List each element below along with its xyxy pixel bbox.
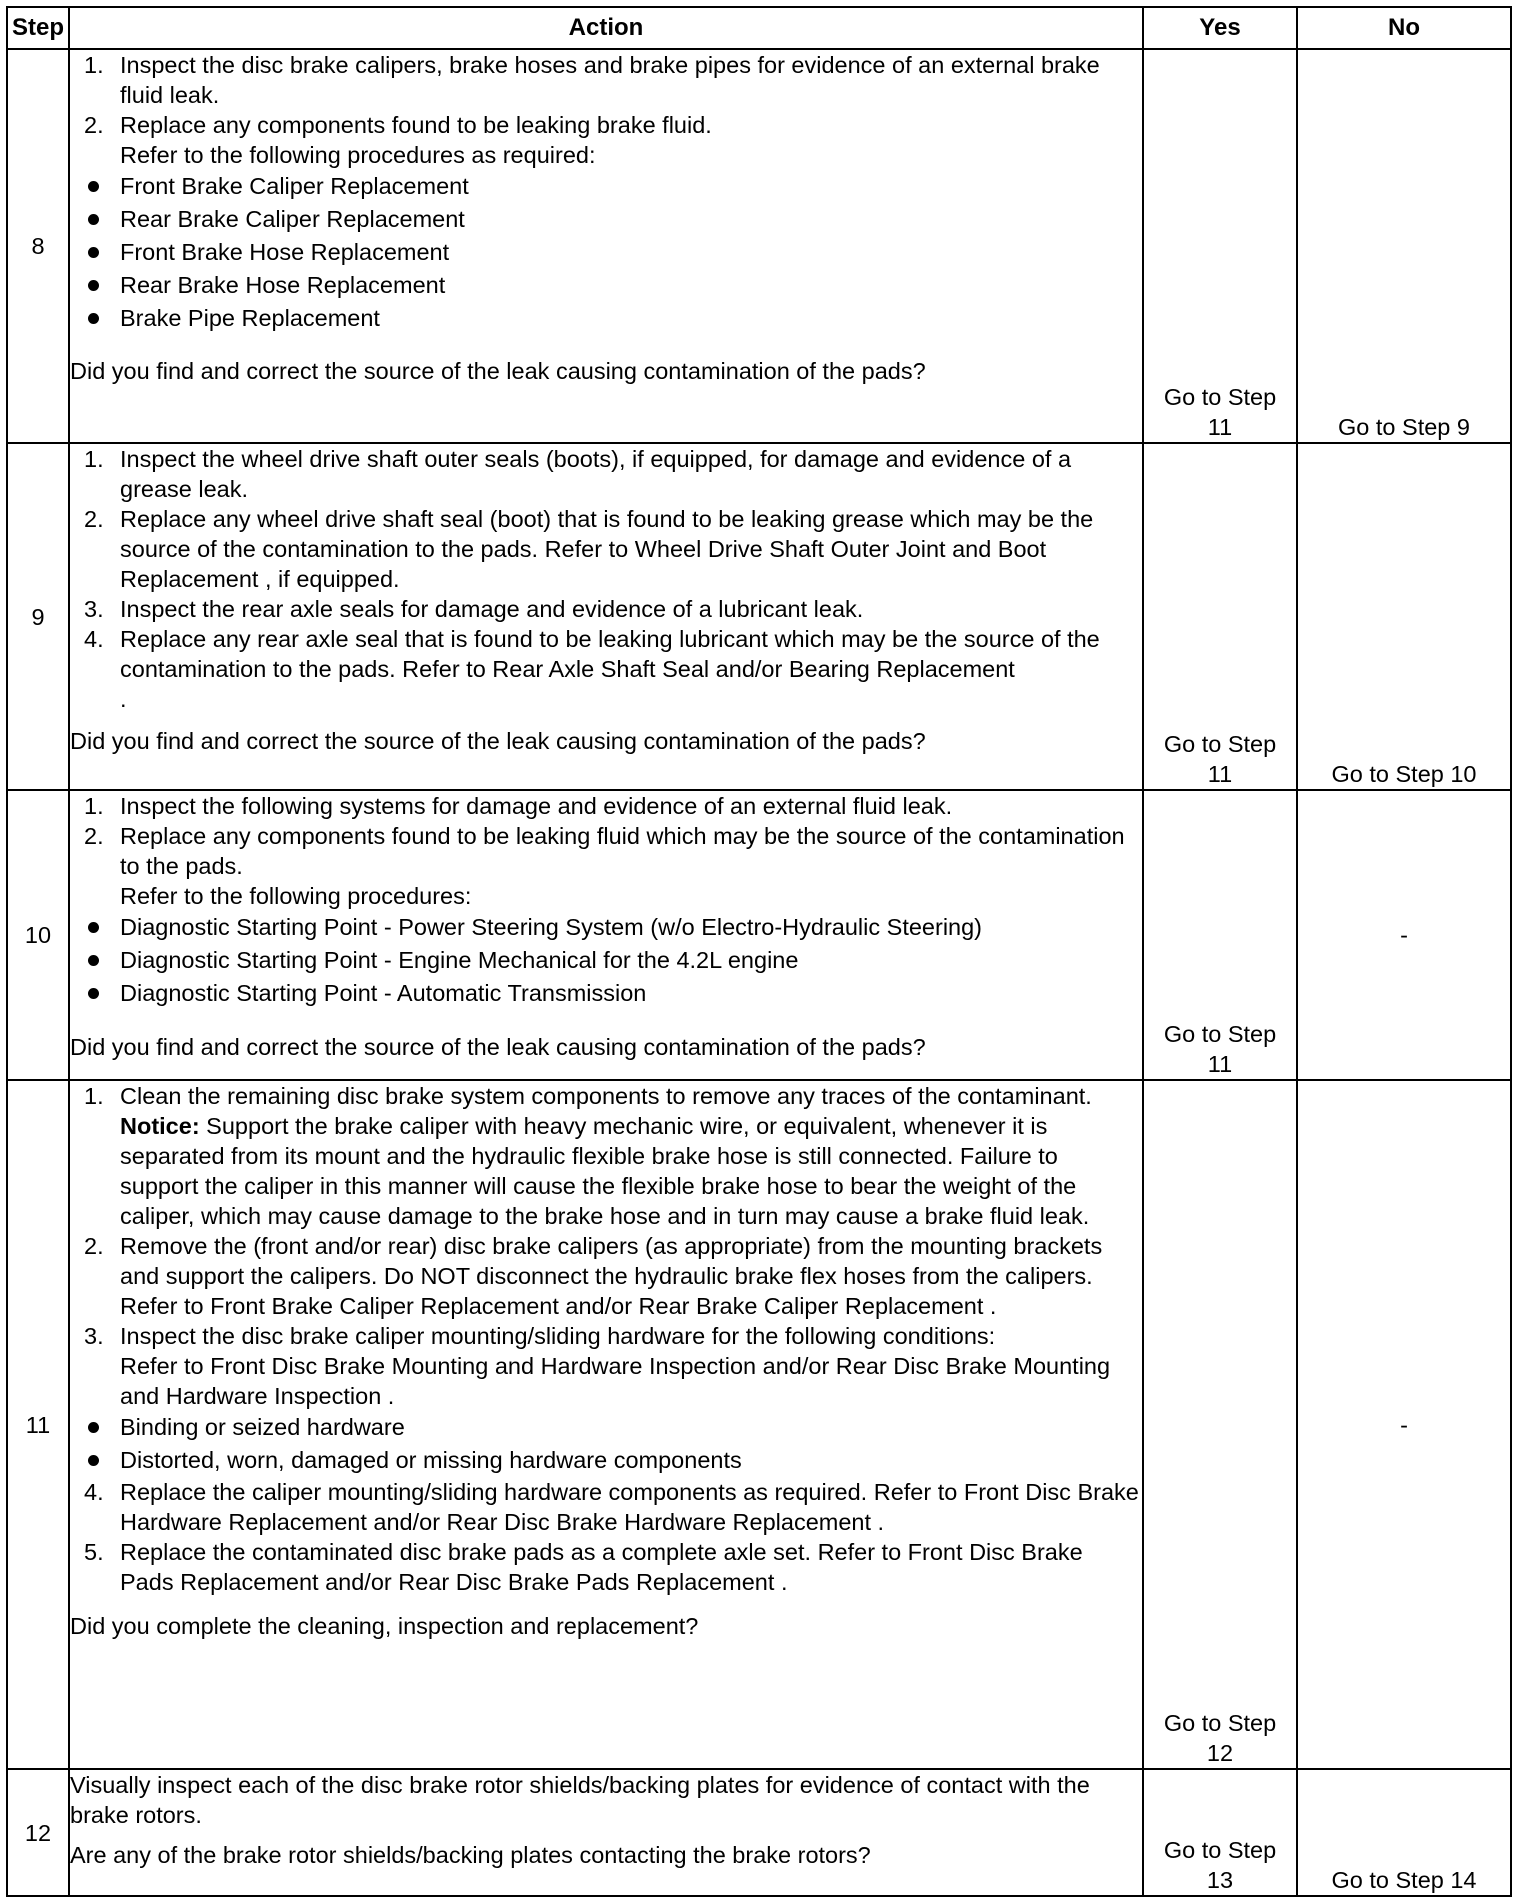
procedure-list — [70, 911, 1142, 1010]
question-text: Did you find and correct the source of the leak causing contamination of the pads? — [70, 1034, 926, 1060]
table-row-step-10 — [7, 790, 1511, 1080]
yes-outcome: Go to Step 13 — [1163, 1837, 1277, 1893]
action-item: 2. Replace any components found to be leaking fluid which may be the source of the contamination to the pads. Refer to the following procedures: — [84, 823, 1125, 909]
intro-text: Visually inspect each of the disc brake rotor shields/backing plates for evidence of contact with the brake rotors. — [70, 1772, 1090, 1828]
action-item: 3. Inspect the rear axle seals for damage and evidence of a lubricant leak. — [84, 596, 864, 622]
action-item: 1. Inspect the following systems for damage and evidence of an external fluid leak. — [84, 793, 953, 819]
yes-cell — [1143, 49, 1297, 443]
yes-outcome: Go to Step 11 — [1163, 731, 1277, 787]
table-row-step-9 — [7, 443, 1511, 790]
procedure-item: Diagnostic Starting Point - Power Steering System (w/o Electro-Hydraulic Steering) — [70, 911, 1142, 944]
no-cell — [1297, 49, 1511, 443]
table-row-step-8 — [7, 49, 1511, 443]
step-number: 12 — [7, 1769, 69, 1896]
action-item: 1. Inspect the wheel drive shaft outer seals (boots), if equipped, for damage and evidence of a grease leak. — [84, 446, 1072, 502]
header-yes: Yes — [1143, 7, 1297, 49]
yes-outcome: Go to Step 11 — [1163, 384, 1277, 440]
step-number: 8 — [7, 49, 69, 443]
diagnostic-table — [6, 6, 1512, 1897]
diagnostic-table-sheet — [6, 6, 1512, 1897]
action-item: 4. Replace the caliper mounting/sliding hardware components as required. Refer to Front Disc Brake Hardware Replacement and/or Rear Disc Brake Hardware Replacement . — [84, 1479, 1139, 1535]
table-row-step-11 — [7, 1080, 1511, 1769]
action-cell — [69, 790, 1143, 1080]
question-text: Did you find and correct the source of the leak causing contamination of the pads? — [70, 728, 926, 754]
yes-outcome: Go to Step 12 — [1163, 1710, 1277, 1766]
question-text: Are any of the brake rotor shields/backing plates contacting the brake rotors? — [70, 1842, 871, 1868]
no-cell — [1297, 443, 1511, 790]
yes-cell — [1143, 1769, 1297, 1896]
action-item: 2. Remove the (front and/or rear) disc brake calipers (as appropriate) from the mounting brackets and support the calipers. Do NOT disconnect the hydraulic brake flex hoses from the calipers. Refer to Front Brake Caliper Replacement and/or Rear Brake Caliper Replacement . — [84, 1233, 1103, 1319]
no-outcome: - — [1400, 922, 1408, 948]
procedure-item: Front Brake Caliper Replacement — [70, 170, 1142, 203]
action-item: 2. Replace any wheel drive shaft seal (boot) that is found to be leaking grease which may be the source of the contamination to the pads. Refer to Wheel Drive Shaft Outer Joint and Boot Replacement , if equipped. — [84, 506, 1094, 592]
table-header-row — [7, 7, 1511, 49]
procedure-item: Diagnostic Starting Point - Engine Mechanical for the 4.2L engine — [70, 944, 1142, 977]
procedure-list — [70, 170, 1142, 335]
header-action: Action — [69, 7, 1143, 49]
condition-item: Binding or seized hardware — [70, 1411, 1142, 1444]
action-item: 1. Inspect the disc brake calipers, brake hoses and brake pipes for evidence of an external brake fluid leak. — [84, 52, 1100, 108]
header-no: No — [1297, 7, 1511, 49]
step-number: 9 — [7, 443, 69, 790]
yes-cell — [1143, 1080, 1297, 1769]
procedure-item: Rear Brake Caliper Replacement — [70, 203, 1142, 236]
procedure-item: Rear Brake Hose Replacement — [70, 269, 1142, 302]
question-text: Did you find and correct the source of the leak causing contamination of the pads? — [70, 358, 926, 384]
procedure-item: Front Brake Hose Replacement — [70, 236, 1142, 269]
no-outcome: Go to Step 10 — [1331, 761, 1477, 787]
header-step: Step — [7, 7, 69, 49]
notice-label: Notice: — [120, 1113, 200, 1139]
action-item: 1. Clean the remaining disc brake system components to remove any traces of the contaminant. Notice: Support the brake caliper with heavy mechanic wire, or equivalent, whenever it is separated from its mount and the hydraulic flexible brake hose is still connected. Failure to support the caliper in this manner will cause the flexible brake hose to bear the weight of the caliper, which may cause damage to the brake hose and in turn may cause a brake fluid leak. — [70, 1081, 1142, 1231]
no-cell — [1297, 1769, 1511, 1896]
action-cell — [69, 49, 1143, 443]
action-item: 5. Replace the contaminated disc brake pads as a complete axle set. Refer to Front Disc Brake Pads Replacement and/or Rear Disc Brake Pads Replacement . — [84, 1539, 1083, 1595]
notice-text: Notice: Support the brake caliper with heavy mechanic wire, or equivalent, whenever it is separated from its mount and the hydraulic flexible brake hose is still connected. Failure to support the caliper in this manner will cause the flexible brake hose to bear the weight of the caliper, which may cause damage to the brake hose and in turn may cause a brake fluid leak. — [120, 1113, 1090, 1229]
action-cell — [69, 1080, 1143, 1769]
step-number: 10 — [7, 790, 69, 1080]
no-cell — [1297, 790, 1511, 1080]
action-cell — [69, 1769, 1143, 1896]
step-number: 11 — [7, 1080, 69, 1769]
action-cell — [69, 443, 1143, 790]
procedure-item: Brake Pipe Replacement — [70, 302, 1142, 335]
no-outcome: - — [1400, 1411, 1408, 1438]
no-outcome: Go to Step 9 — [1338, 414, 1470, 440]
no-outcome: Go to Step 14 — [1331, 1867, 1477, 1893]
condition-item: Distorted, worn, damaged or missing hardware components — [70, 1444, 1142, 1477]
action-item: 2. Replace any components found to be leaking brake fluid. Refer to the following procedures as required: — [84, 112, 712, 168]
table-row-step-12 — [7, 1769, 1511, 1896]
yes-cell — [1143, 790, 1297, 1080]
question-text: Did you complete the cleaning, inspection and replacement? — [70, 1613, 699, 1639]
condition-list — [70, 1411, 1142, 1477]
action-item: 4. Replace any rear axle seal that is found to be leaking lubricant which may be the source of the contamination to the pads. Refer to Rear Axle Shaft Seal and/or Bearing Replacement . — [84, 626, 1100, 712]
procedure-item: Diagnostic Starting Point - Automatic Transmission — [70, 977, 1142, 1010]
yes-outcome: Go to Step 11 — [1163, 1021, 1277, 1077]
action-item: 3. Inspect the disc brake caliper mounting/sliding hardware for the following conditions: Refer to Front Disc Brake Mounting and Hardware Inspection and/or Rear Disc Brake Mounting and Hardware Inspection . Binding or seized hardware Distorted, worn, damaged or missing hardware components — [70, 1321, 1142, 1477]
no-cell — [1297, 1080, 1511, 1769]
yes-cell — [1143, 443, 1297, 790]
